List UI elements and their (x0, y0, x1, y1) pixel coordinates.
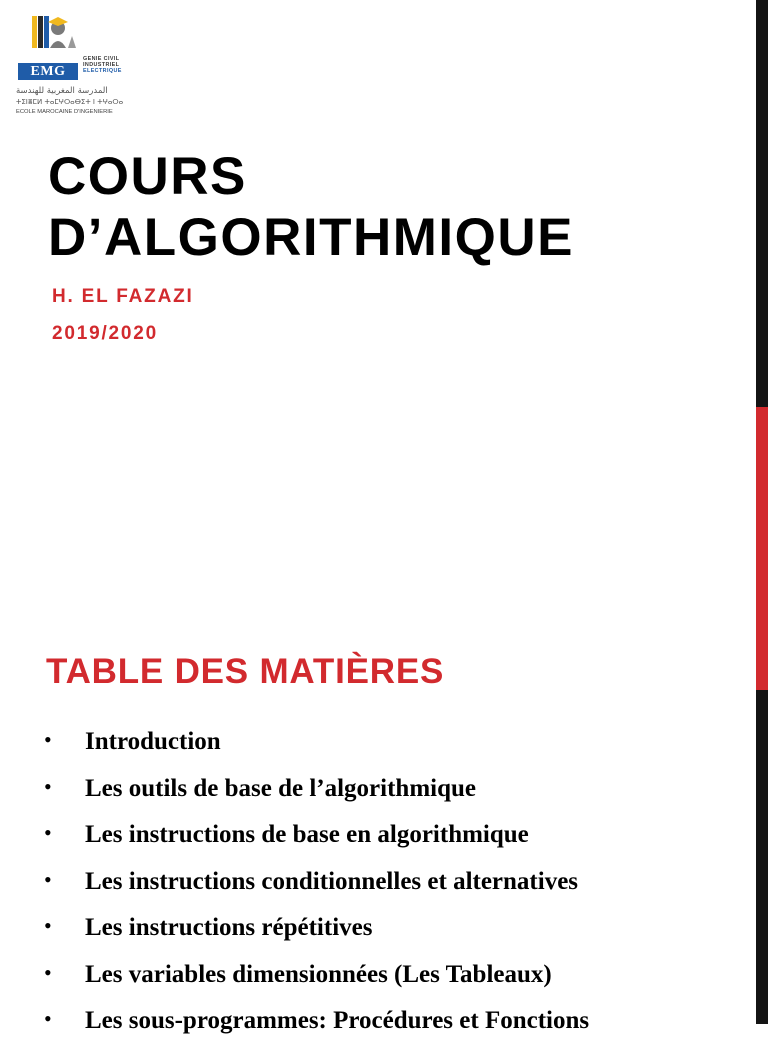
toc-item-label: Introduction (85, 728, 221, 755)
logo-tagline: GENIE CIVIL INDUSTRIEL ELECTRIQUE (83, 56, 122, 75)
bullet-icon: • (44, 773, 52, 799)
bullet-icon: • (44, 913, 52, 938)
toc-item-label: Les variables dimensionnées (Les Tableaux) (85, 960, 552, 988)
logo-brand: EMG (18, 63, 78, 80)
academic-year: 2019/2020 (52, 323, 159, 344)
logo-french-name: ECOLE MAROCAINE D'INGENIERIE (16, 109, 113, 115)
toc-heading: TABLE DES MATIÈRES (46, 652, 445, 691)
bullet-icon: • (44, 727, 52, 752)
bullet-icon: • (44, 866, 52, 892)
toc-item-label: Les instructions conditionnelles et alternatives (85, 867, 579, 895)
toc-item-label: Les instructions répétitives (85, 914, 373, 941)
side-bar-accent (756, 407, 768, 690)
logo-arabic-name: المدرسة المغربية للهندسة (16, 86, 108, 96)
toc-item-label: Les outils de base de l’algorithmique (85, 774, 476, 802)
bullet-icon: • (44, 959, 52, 985)
bullet-icon: • (44, 820, 52, 845)
toc-item-label: Les instructions de base en algorithmique (85, 821, 529, 848)
logo-tifinagh-name: ⵜⵉⵏⴻⵎⵍ ⵜⴰⵎⵖⵔⴰⴱⵉⵜ ⵏ ⵜⵖⴰⵔⴰ (16, 98, 124, 106)
toc-item-label: Les sous-programmes: Procédures et Fonctions (85, 1007, 590, 1034)
author-name: H. EL FAZAZI (52, 286, 194, 307)
title-line-2: D’ALGORITHMIQUE (48, 208, 574, 267)
logo-figure-icon (14, 14, 84, 64)
school-logo (14, 14, 129, 118)
bullet-icon: • (44, 1006, 52, 1031)
page-title (48, 146, 574, 268)
title-line-1: COURS (48, 147, 247, 206)
